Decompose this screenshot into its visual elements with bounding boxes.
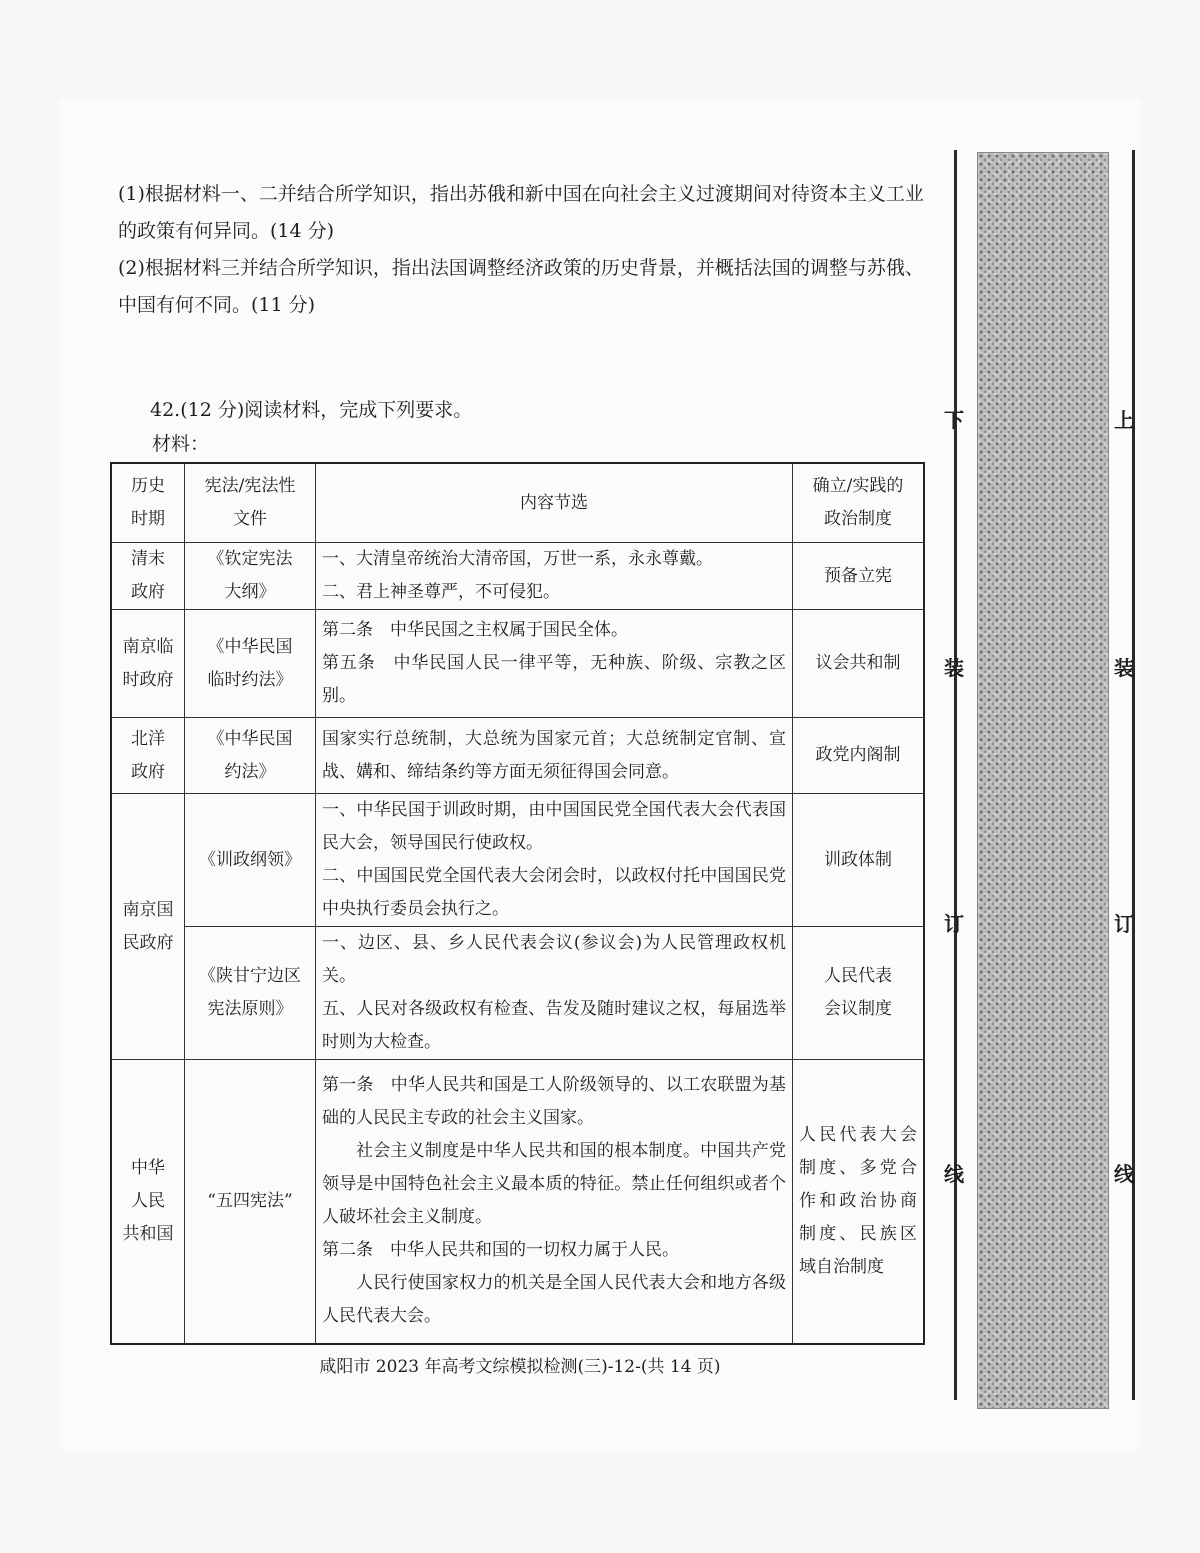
binding-label-left: 下 — [944, 408, 964, 432]
cell-system: 政党内阁制 — [793, 718, 925, 794]
table-row — [111, 610, 924, 718]
binding-label-right: 线 — [1114, 1162, 1134, 1186]
cell-content: 一、中华民国于训政时期，由中国国民党全国代表大会代表国民大会，领导国民行使政权。 二、中国国民党全国代表大会闭会时，以政权付托中国国民党中央执行委员会执行之。 — [316, 794, 793, 927]
question-1: (1)根据材料一、二并结合所学知识，指出苏俄和新中国在向社会主义过渡期间对待资本主义工业的政策有何异同。(14 分) — [118, 183, 924, 242]
header-content: 内容节选 — [316, 463, 793, 543]
header-system: 确立/实践的 政治制度 — [793, 463, 925, 543]
binding-label-right: 装 — [1114, 656, 1134, 680]
cell-content: 第二条 中华民国之主权属于国民全体。 第五条 中华民国人民一律平等，无种族、阶级、宗教之区别。 — [316, 610, 793, 718]
cell-system: 人民代表大会制度、多党合作和政治协商制度、民族区域自治制度 — [793, 1060, 925, 1344]
binding-label-left: 订 — [944, 912, 964, 936]
cell-system: 训政体制 — [793, 794, 925, 927]
cell-content: 一、大清皇帝统治大清帝国，万世一系，永永尊戴。 二、君上神圣尊严，不可侵犯。 — [316, 543, 793, 610]
cell-document: 《训政纲领》 — [185, 794, 316, 927]
cell-system: 议会共和制 — [793, 610, 925, 718]
table-row — [111, 1060, 924, 1344]
cell-document: 《钦定宪法 大纲》 — [185, 543, 316, 610]
cell-period: 北洋 政府 — [111, 718, 185, 794]
cell-content: 国家实行总统制，大总统为国家元首；大总统制定官制、宣战、媾和、缔结条约等方面无须征得国会同意。 — [316, 718, 793, 794]
table-row — [111, 794, 924, 927]
binding-line-right — [1132, 150, 1135, 1400]
binding-label-left: 线 — [944, 1162, 964, 1186]
cell-period: 南京国 民政府 — [111, 794, 185, 1060]
question-2: (2)根据材料三并结合所学知识，指出法国调整经济政策的历史背景，并概括法国的调整与苏俄、中国有何不同。(11 分) — [118, 257, 924, 316]
material-label: 材料： — [152, 433, 210, 455]
header-document: 宪法/宪法性 文件 — [185, 463, 316, 543]
cell-period: 清末 政府 — [111, 543, 185, 610]
header-period: 历史 时期 — [111, 463, 185, 543]
cell-document: 《中华民国 临时约法》 — [185, 610, 316, 718]
table-row — [111, 927, 924, 1060]
cell-system: 人民代表 会议制度 — [793, 927, 925, 1060]
binding-label-left: 装 — [944, 656, 964, 680]
table-row — [111, 718, 924, 794]
page-footer: 咸阳市 2023 年高考文综模拟检测(三)-12-(共 14 页) — [319, 1357, 721, 1377]
table-row — [111, 543, 924, 610]
table-header-row — [111, 463, 924, 543]
cell-period: 中华 人民 共和国 — [111, 1060, 185, 1344]
binding-pattern-strip — [977, 152, 1109, 1409]
cell-period: 南京临 时政府 — [111, 610, 185, 718]
material-table — [110, 462, 925, 1345]
binding-line-left — [954, 150, 957, 1400]
cell-document: 《中华民国 约法》 — [185, 718, 316, 794]
cell-content: 第一条 中华人民共和国是工人阶级领导的、以工农联盟为基础的人民民主专政的社会主义国家。 社会主义制度是中华人民共和国的根本制度。中国共产党领导是中国特色社会主义最本质的特征。禁止任何组织或者个人破坏社会主义制度。 第二条 中华人民共和国的一切权力属于人民。 人民行使国家权力的机关是全国人民代表大会和地方各级人民代表大会。 — [316, 1060, 793, 1344]
cell-content: 一、边区、县、乡人民代表会议(参议会)为人民管理政权机关。 五、人民对各级政权有检查、告发及随时建议之权，每届选举时则为大检查。 — [316, 927, 793, 1060]
question-42: 42.(12 分)阅读材料，完成下列要求。 — [150, 399, 473, 421]
cell-document: “五四宪法” — [185, 1060, 316, 1344]
binding-label-right: 订 — [1114, 912, 1134, 936]
cell-document: 《陕甘宁边区 宪法原则》 — [185, 927, 316, 1060]
binding-label-right: 上 — [1114, 408, 1134, 432]
cell-system: 预备立宪 — [793, 543, 925, 610]
